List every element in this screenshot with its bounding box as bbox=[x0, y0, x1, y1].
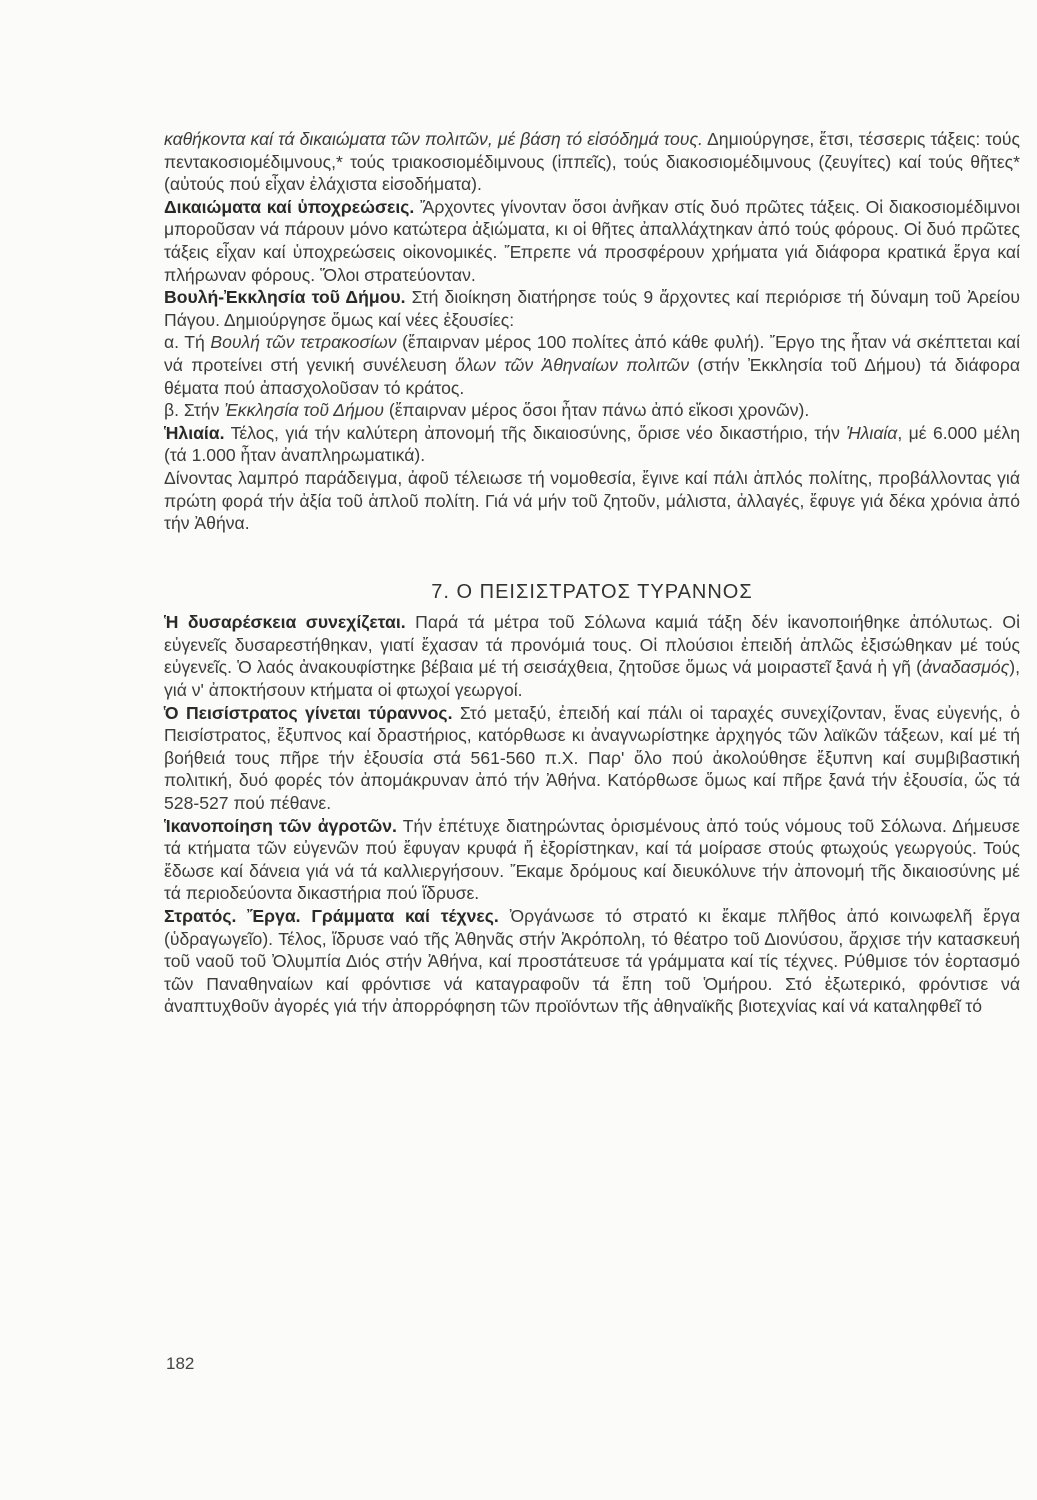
italic-term: Ἡλιαία bbox=[846, 422, 898, 443]
text-fragment: Παρά τά μέτρα τοῦ Σόλωνα καμιά τάξη δέν ἱκανοποιήθηκε ἀπόλυτως. Οἱ εὐγενεῖς δυσαρεστήθηκαν, γιατί ἔχασαν τά προνόμιά τους. Οἱ πλούσιοι ἐπειδή ἁπλῶς ἐξισώθηκαν μέ τούς εὐγενεῖς. Ὁ λαός ἀνακουφίστηκε βέβαια μέ τή σεισάχθεια, ζητοῦσε ὅμως νά μοιραστεῖ ξανά ἡ γῆ ( bbox=[164, 612, 1020, 678]
paragraph-text: Στό μεταξύ, ἐπειδή καί πάλι οἱ ταραχές συνεχίζονταν, ἕνας εὐγενής, ὁ Πεισίστρατος, ἔξυπνος καί δραστήριος, κατόρθωσε κι ἀναγνωρίστηκε ἀρχηγός τῶν λαϊκῶν τάξεων, καί μέ τή βοήθειά τους πῆρε τήν ἐξουσία στά 561-560 π.Χ. Παρ' ὅλο πού ἀκολούθησε ἔξυπνη καί συμβιβαστική πολιτική, δυό φορές τόν ἀπομάκρυναν ἀπό τήν Ἀθήνα. Κατόρθωσε ὅμως καί πῆρε ξανά τήν ἐξουσία, ὥς τά 528-527 πού πέθανε. bbox=[164, 702, 1020, 814]
paragraph-army-arts bbox=[164, 905, 1020, 1018]
text-fragment: , μέ 6.000 μέλη (τά 1.000 ἦταν ἀναπληρωματικά). bbox=[164, 422, 1020, 466]
paragraph-rights bbox=[164, 196, 1020, 286]
italic-lead: καθήκοντα καί τά δικαιώματα τῶν πολιτῶν, μέ βάση τό εἰσόδημά τους. bbox=[164, 129, 703, 149]
paragraph-text: Στή διοίκηση διατήρησε τούς 9 ἄρχοντες καί περιόρισε τή δύναμη τοῦ Ἀρείου Πάγου. Δημιούργησε ὅμως καί νέες ἐξουσίες: bbox=[164, 287, 1020, 330]
italic-term: Βουλή τῶν τετρακοσίων bbox=[210, 332, 397, 353]
paragraph-text: Ὀργάνωσε τό στρατό κι ἔκαμε πλῆθος ἀπό κοινωφελῆ ἔργα (ὑδραγωγεῖο). Τέλος, ἵδρυσε ναό τῆς Ἀθηνᾶς στήν Ἀκρόπολη, τό θέατρο τοῦ Διονύσου, ἄρχισε τήν κατασκευή τοῦ ναοῦ τοῦ Ὀλυμπία Διός στήν Ἀθήνα, καί προστάτευσε τά γράμματα καί τίς τέχνες. Ρύθμισε τόν ἑορτασμό τῶν Παναθηναίων καί φρόντισε νά καταγραφοῦν τά ἔπη τοῦ Ὁμήρου. Στό ἐξωτερικό, φρόντισε νά ἀναπτυχθοῦν ἀγορές γιά τήν ἀπορρόφηση τῶν προϊόντων τῆς ἀθηναϊκῆς βιοτεχνίας καί νά καταληφθεῖ τό bbox=[164, 906, 1020, 1017]
heading-heliaia: Ἡλιαία. bbox=[164, 422, 225, 443]
italic-term: ὅλων τῶν Ἀθηναίων πολιτῶν bbox=[455, 354, 690, 375]
text-fragment: (ἔπαιρναν μέρος 100 πολίτες ἀπό κάθε φυλή). Ἔργο της ἦταν νά σκέπτεται καί νά προτείνει στή γενική συνέλευση bbox=[164, 332, 1020, 375]
text-fragment: α. Τή bbox=[164, 332, 211, 353]
italic-term: Ἐκκλησία τοῦ Δήμου bbox=[224, 400, 384, 421]
paragraph-intro bbox=[164, 128, 1020, 196]
page-number: 182 bbox=[166, 1354, 195, 1373]
paragraph-tyrant bbox=[164, 702, 1020, 815]
paragraph-farmers bbox=[164, 815, 1020, 905]
paragraph-discontent bbox=[164, 611, 1020, 701]
heading-tyrant: Ὁ Πεισίστρατος γίνεται τύραννος. bbox=[164, 702, 453, 723]
heading-discontent: Ἡ δυσαρέσκεια συνεχίζεται. bbox=[164, 612, 406, 633]
paragraph-conclusion: Δίνοντας λαμπρό παράδειγμα, ἀφοῦ τέλειωσε τή νομοθεσία, ἔγινε καί πάλι ἁπλός πολίτης, προβάλλοντας γιά πρώτη φορά τήν ἀξία τοῦ ἁπλοῦ πολίτη. Γιά νά μήν τοῦ ζητοῦν, μάλιστα, ἀλλαγές, ἔφυγε γιά δέκα χρόνια ἀπό τήν Ἀθήνα. bbox=[164, 467, 1020, 534]
text-fragment: (στήν Ἐκκλησία τοῦ Δήμου) τά διάφορα θέματα πού ἀπασχολοῦσαν τό κράτος. bbox=[164, 354, 1020, 398]
paragraph-text: Ἄρχοντες γίνονταν ὅσοι ἀνῆκαν στίς δυό πρῶτες τάξεις. Οἱ διακοσιομέδιμνοι μποροῦσαν νά πάρουν μόνο κατώτερα ἀξιώματα, κι οἱ θῆτες ἀπαλλάχτηκαν ἀπό τούς φόρους. Οἱ δυό πρῶτες τάξεις εἶχαν καί ὑποχρεώσεις οἰκονομικές. Ἔπρεπε νά προσφέρουν χρήματα γιά διάφορα κρατικά ἔργα καί πλήρωναν φόρους. Ὅλοι στρατεύονταν. bbox=[164, 196, 1020, 285]
heading-farmers: Ἱκανοποίηση τῶν ἀγροτῶν. bbox=[164, 815, 397, 836]
paragraph-boule bbox=[164, 286, 1020, 331]
text-fragment: Τέλος, γιά τήν καλύτερη ἀπονομή τῆς δικαιοσύνης, ὅρισε νέο δικαστήριο, τήν bbox=[224, 422, 847, 443]
paragraph-text: Δημιούργησε, ἔτσι, τέσσερις τάξεις: τούς πεντακοσιομέδιμνους,* τούς τριακοσιομέδιμνους (ἱππεῖς), τούς διακοσιομέδιμνους (ζευγίτες) καί τούς θῆτες* (αὐτούς πού εἶχαν ἐλάχιστα εἰσοδήματα). bbox=[164, 129, 1020, 195]
text-fragment: (ἔπαιρναν μέρος ὅσοι ἦταν πάνω ἀπό εἴκοσι χρονῶν). bbox=[383, 400, 810, 421]
heading-army-arts: Στρατός. Ἔργα. Γράμματα καί τέχνες. bbox=[164, 906, 499, 926]
paragraph-text: Τήν ἐπέτυχε διατηρώντας ὁρισμένους ἀπό τούς νόμους τοῦ Σόλωνα. Δήμευσε τά κτήματα τῶν εὐγενῶν πού ἔφυγαν κρυφά ἤ ἐξορίστηκαν, καί τά μοίρασε στούς φτωχούς γεωργούς. Τούς ἔδωσε καί δάνεια γιά νά τά καλλιεργήσουν. Ἔκαμε δρόμους καί διευκόλυνε τήν ἀπονομή τῆς δικαιοσύνης μέ τά περιοδεύοντα δικαστήρια πού ἵδρυσε. bbox=[164, 815, 1020, 904]
heading-boule: Βουλή-Ἐκκλησία τοῦ Δήμου. bbox=[164, 287, 406, 308]
heading-rights: Δικαιώματα καί ὑποχρεώσεις. bbox=[164, 196, 415, 217]
paragraph-heliaia bbox=[164, 422, 1020, 467]
paragraph-item-a bbox=[164, 331, 1020, 399]
italic-term: ἀναδασμός bbox=[921, 657, 1010, 678]
paragraph-item-b bbox=[164, 399, 1020, 422]
chapter-title: 7. Ο ΠΕΙΣΙΣΤΡΑΤΟΣ ΤΥΡΑΝΝΟΣ bbox=[431, 580, 753, 603]
page-body bbox=[164, 128, 1020, 1018]
text-fragment: β. Στήν bbox=[164, 400, 225, 421]
text-fragment: ), γιά ν' ἀποκτήσουν κτήματα οἱ φτωχοί γεωργοί. bbox=[164, 657, 1020, 701]
